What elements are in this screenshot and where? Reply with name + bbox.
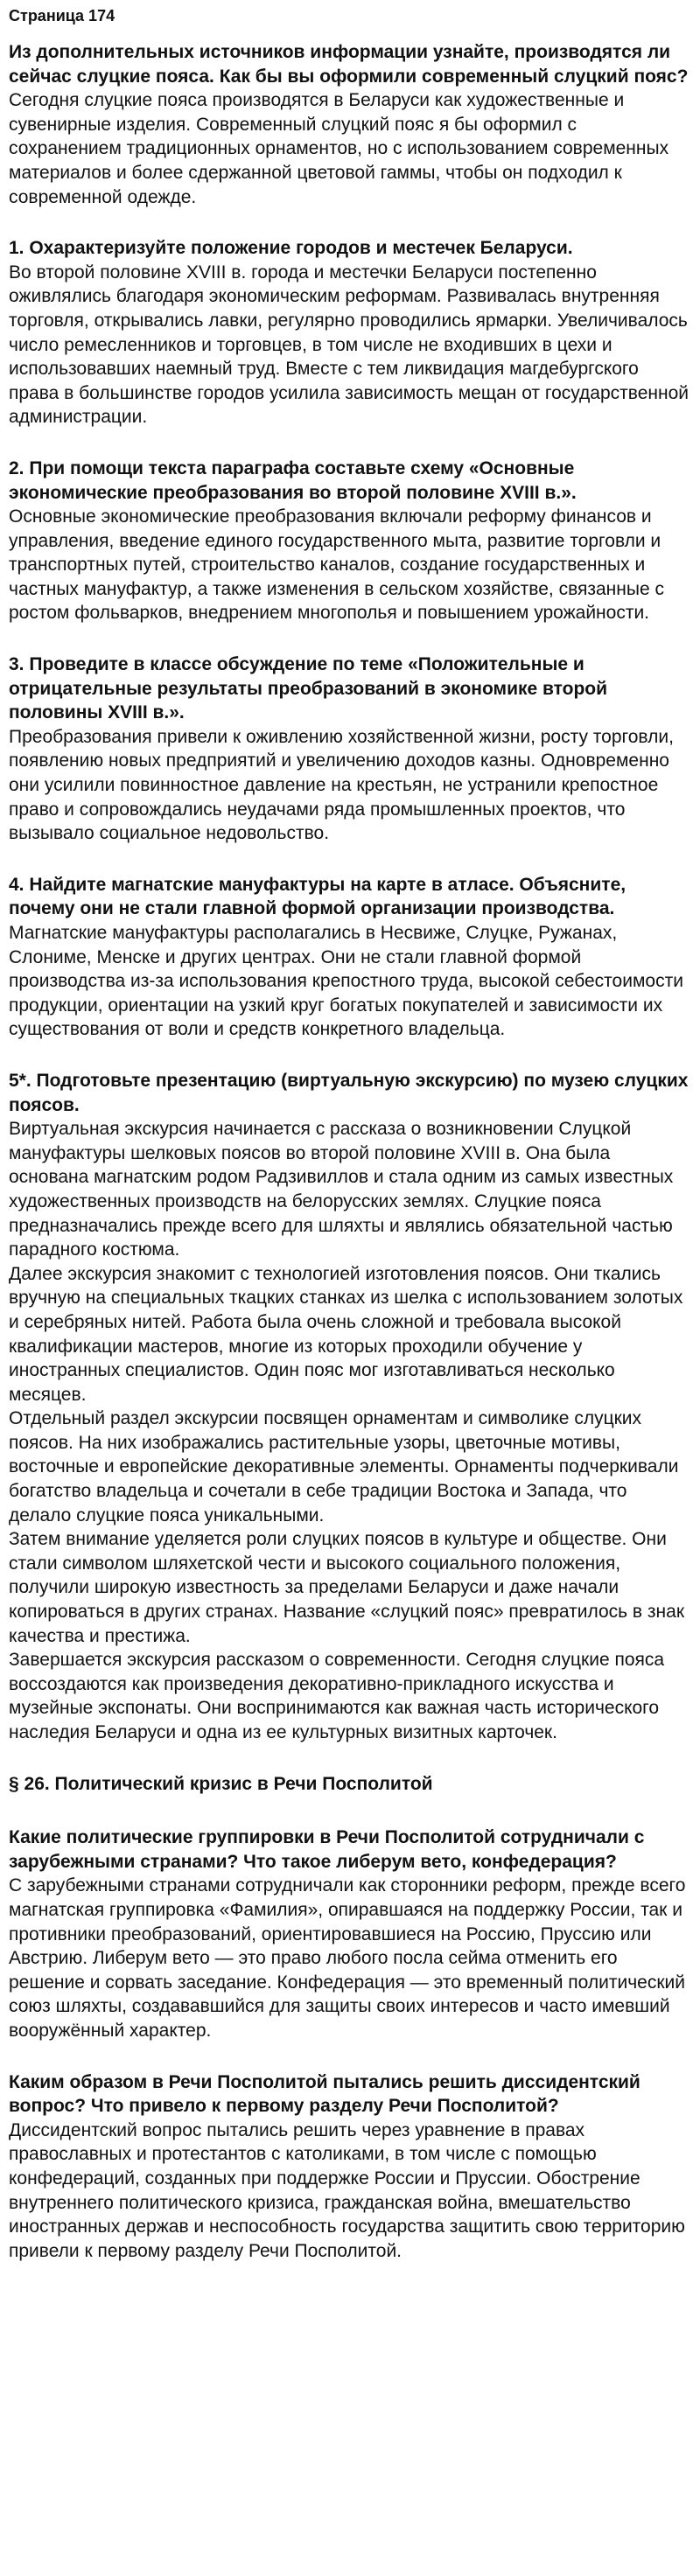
question: 5*. Подготовьте презентацию (виртуальную экскурсию) по музею слуцких поясов.: [9, 1070, 689, 1115]
question: 4. Найдите магнатские мануфактуры на карте в атласе. Объясните, почему они не стали главной формой организации производства.: [9, 874, 626, 919]
answer-paragraph: С зарубежными странами сотрудничали как сторонники реформ, прежде всего магнатская группировка «Фамилия», опиравшаяся на поддержку России, так и противники преобразований, ориентировавшиеся на Россию, Пруссию или Австрию. Либерум вето — это право любого посла сейма отменить его решение и сорвать заседание. Конфедерация — это временный политический союз шляхты, создававшийся для защиты своих интересов и часто имевший вооружённый характер.: [9, 1875, 686, 2041]
page-label: Страница 174: [9, 7, 116, 24]
answer: [9, 261, 691, 429]
answer: [9, 2119, 691, 2264]
section-title: § 26. Политический кризис в Речи Посполитой: [9, 1773, 433, 1794]
qa-block: [9, 653, 691, 846]
qa-block: [9, 40, 691, 209]
qa-block: [9, 1069, 691, 1745]
answer: [9, 1874, 691, 2042]
qa-block: [9, 1826, 691, 2042]
question: 1. Охарактеризуйте положение городов и местечек Беларуси.: [9, 238, 573, 259]
qa-block: [9, 2070, 691, 2264]
answer: [9, 88, 691, 209]
answer: [9, 505, 691, 625]
answer-paragraph: Во второй половине XVIII в. города и местечки Беларуси постепенно оживлялись благодаря экономическим реформам. Развивалась внутренняя торговля, открывались лавки, регулярно проводились ярмарки. Увеличивалось число ремесленников и торговцев, в том числе не входивших в цехи и использовавших наемный труд. Вместе с тем ликвидация магдебургского права в большинстве городов усилила зависимость мещан от государственной администрации.: [9, 262, 689, 428]
qa-block: [9, 457, 691, 625]
qa-block: [9, 236, 691, 429]
answer-paragraph: Магнатские мануфактуры располагались в Несвиже, Слуцке, Ружанах, Слониме, Менске и других центрах. Они не стали главной формой производства из-за использования крепостного труда, высокой себестоимости продукции, ориентации на узкий круг богатых покупателей и зависимости их существования от воли и средств конкретного владельца.: [9, 923, 683, 1040]
answer-paragraph: Основные экономические преобразования включали реформу финансов и управления, введение единого государственного мыта, развитие торговли и транспортных путей, строительство каналов, создание государственных и частных мануфактур, а также изменения в сельском хозяйстве, связанные с ростом фольварков, внедрением многополья и повышением урожайности.: [9, 506, 664, 624]
question: Из дополнительных источников информации узнайте, производятся ли сейчас слуцкие пояса. Как бы вы оформили современный слуцкий пояс?: [9, 42, 689, 87]
answer-paragraph: Виртуальная экскурсия начинается с рассказа о возникновении Слуцкой мануфактуры шелковых поясов во второй половине XVIII в. Она была основана магнатским родом Радзивиллов и стала одним из самых известных художественных производств на белорусских землях. Слуцкие пояса предназначались прежде всего для шляхты и являлись обязательной частью парадного костюма.: [9, 1119, 674, 1260]
qa-list: [9, 40, 691, 1745]
answer-paragraph: Отдельный раздел экскурсии посвящен орнаментам и символике слуцких поясов. На них изображались растительные узоры, цветочные мотивы, восточные и европейские декоративные элементы. Орнаменты подчеркивали богатство владельца и сочетали в себе традиции Востока и Запада, что делало слуцкие пояса уникальными.: [9, 1408, 679, 1525]
question: 2. При помощи текста параграфа составьте схему «Основные экономические преобразования во второй половине XVIII в.».: [9, 457, 577, 503]
question: Каким образом в Речи Посполитой пытались решить диссидентский вопрос? Что привело к первому разделу Речи Посполитой?: [9, 2071, 640, 2117]
answer-paragraph: Далее экскурсия знакомит с технологией изготовления поясов. Они ткались вручную на специальных ткацких станках из шелка с использованием золотых и серебряных нитей. Работа была очень сложной и требовала высокой квалификации мастеров, многие из которых проходили обучение у иностранных специалистов. Один пояс мог изготавливаться несколько месяцев.: [9, 1263, 683, 1405]
answer-paragraph: Завершается экскурсия рассказом о современности. Сегодня слуцкие пояса воссоздаются как произведения декоративно-прикладного искусства и музейные экспонаты. Они воспринимаются как важная часть исторического наследия Беларуси и одна из ее культурных визитных карточек.: [9, 1650, 665, 1742]
question: 3. Проведите в классе обсуждение по теме «Положительные и отрицательные результаты преобразований в экономике второй половины XVIII в.».: [9, 654, 608, 723]
answer-paragraph: Сегодня слуцкие пояса производятся в Беларуси как художественные и сувенирные изделия. Современный слуцкий пояс я бы оформил с сохранением традиционных орнаментов, но с использованием современных материалов и более сдержанной цветовой гаммы, чтобы он подходил к современной одежде.: [9, 90, 669, 207]
answer: [9, 725, 691, 846]
section-qa-list: [9, 1826, 691, 2263]
question: Какие политические группировки в Речи Посполитой сотрудничали с зарубежными странами? Что такое либерум вето, конфедерация?: [9, 1827, 645, 1872]
answer-paragraph: Преобразования привели к оживлению хозяйственной жизни, росту торговли, появлению новых предприятий и увеличению доходов казны. Одновременно они усилили повинностное давление на крестьян, не устранили крепостное право и сопровождались неудачами ряда промышленных проектов, что вызывало социальное недовольство.: [9, 726, 674, 844]
answer-paragraph: Диссидентский вопрос пытались решить через уравнение в правах православных и протестантов с католиками, в том числе с помощью конфедераций, созданных при поддержке России и Пруссии. Обострение внутреннего политического кризиса, гражданская война, вмешательство иностранных держав и неспособность государства защитить свою территорию привели к первому разделу Речи Посполитой.: [9, 2119, 685, 2261]
qa-block: [9, 873, 691, 1042]
answer: [9, 921, 691, 1042]
answer-paragraph: Затем внимание уделяется роли слуцких поясов в культуре и обществе. Они стали символом шляхетской чести и высокого социального положения, получили широкую известность за пределами Беларуси и даже начали копироваться в других странах. Название «слуцкий пояс» превратилось в знак качества и престижа.: [9, 1529, 685, 1646]
answer: [9, 1117, 691, 1744]
